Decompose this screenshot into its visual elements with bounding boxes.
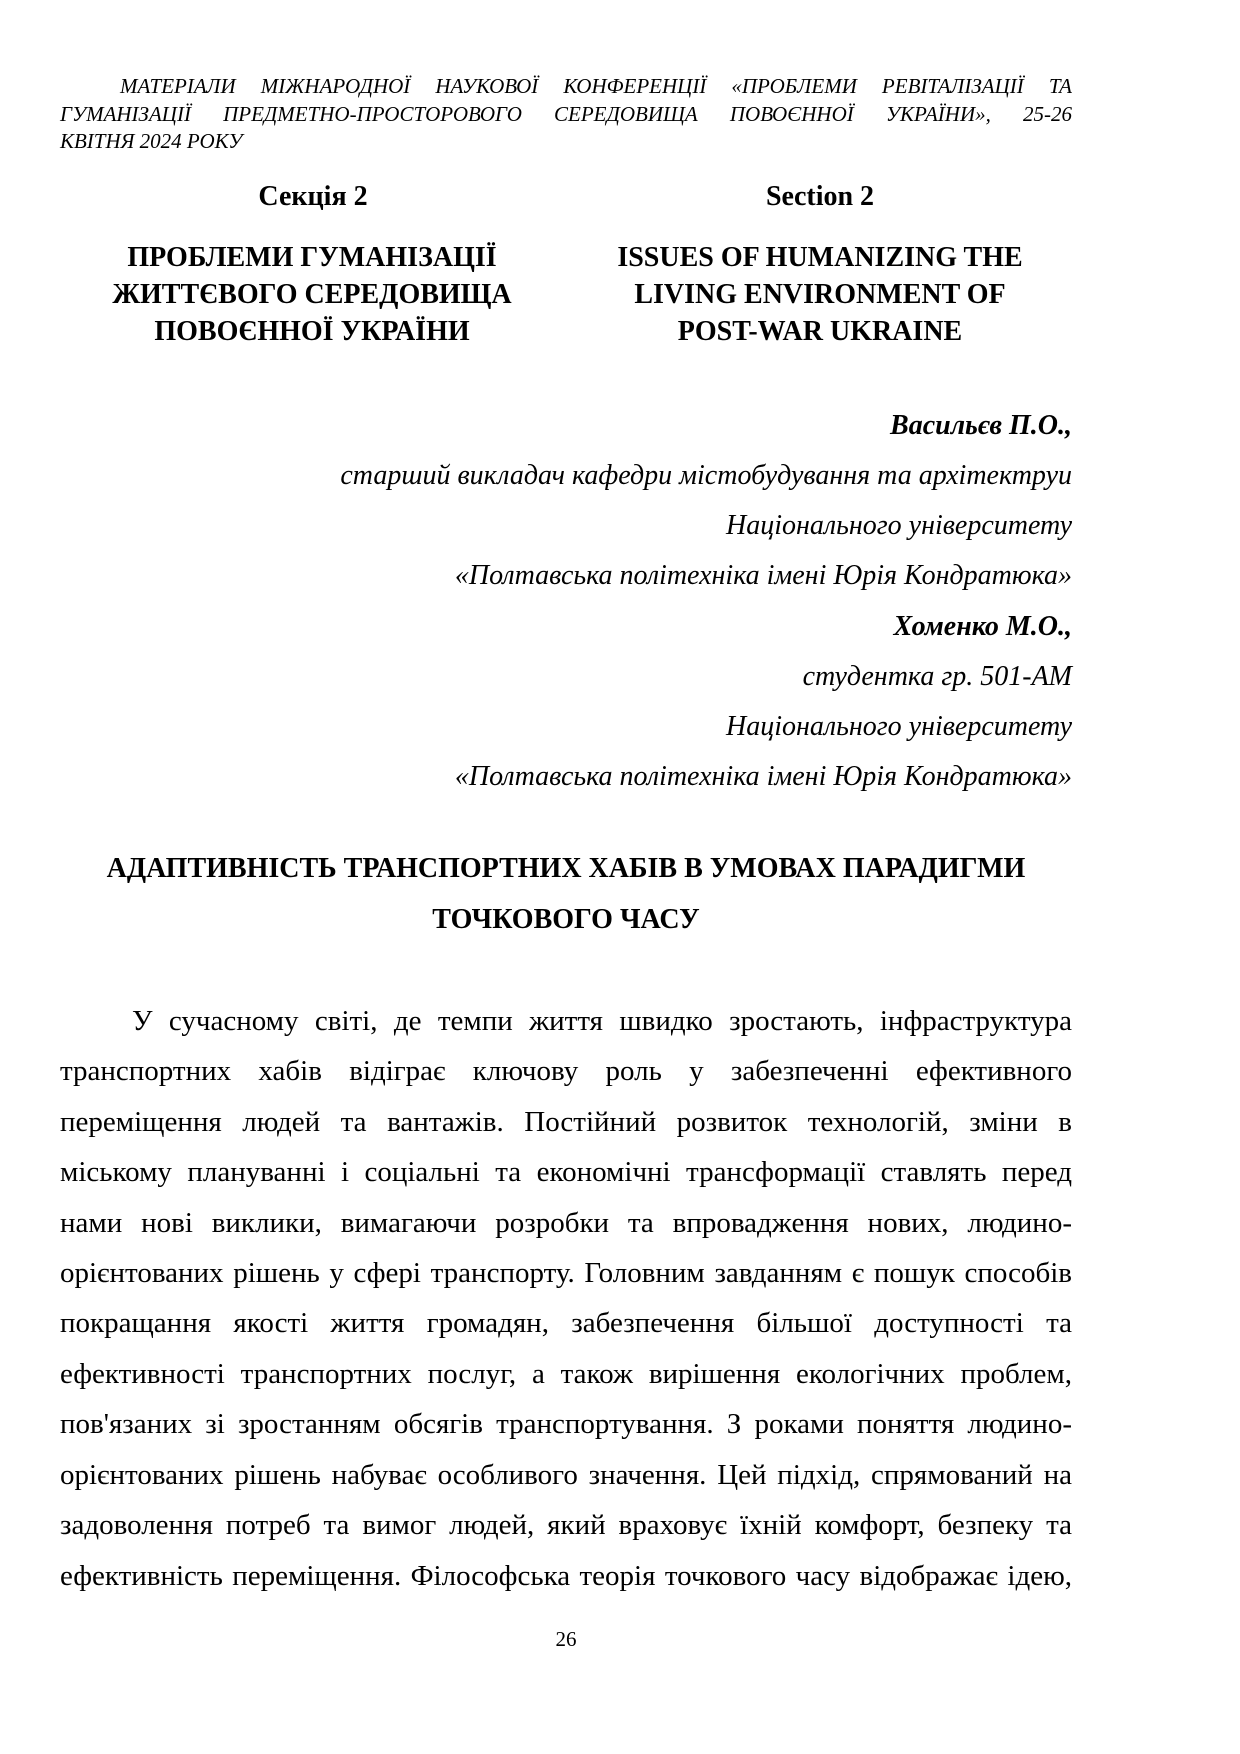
section-title-line: ISSUES OF HUMANIZING THE [617,242,1023,273]
running-header-line: КВІТНЯ 2024 РОКУ [60,129,243,153]
body-line: транспортних хабів відіграє ключову роль у забезпеченні ефективного [60,1055,1072,1087]
section-title-line: ПОВОЄННОЇ УКРАЇНИ [154,316,470,347]
body-line: орієнтованих рішень у сфері транспорту. Головним завданням є пошук способів [60,1257,1072,1289]
body-line: міському плануванні і соціальні та економічні трансформації ставлять перед [60,1156,1072,1188]
section-label-en: Section 2 [765,181,875,212]
body-line: нами нові виклики, вимагаючи розробки та впровадження нових, людино- [60,1207,1072,1239]
article-title-line: АДАПТИВНІСТЬ ТРАНСПОРТНИХ ХАБІВ В УМОВАХ ПАРАДИГМИ [106,853,1026,884]
section-title-line: LIVING ENVIRONMENT OF [634,279,1006,310]
author-affiliation: «Полтавська політехніка імені Юрія Кондратюка» [454,560,1072,591]
body-line: задоволення потреб та вимог людей, який враховує їхній комфорт, безпеку та [60,1509,1072,1541]
author-name: Хоменко М.О., [893,611,1072,642]
body-line: покращання якості життя громадян, забезпечення більшої доступності та [60,1307,1072,1339]
body-line: ефективності транспортних послуг, а також вирішення екологічних проблем, [60,1358,1072,1390]
section-title-line: ПРОБЛЕМИ ГУМАНІЗАЦІЇ [127,242,497,273]
running-header-line: МАТЕРІАЛИ МІЖНАРОДНОЇ НАУКОВОЇ КОНФЕРЕНЦІЇ «ПРОБЛЕМИ РЕВІТАЛІЗАЦІЇ ТА [120,74,1072,98]
author-affiliation: «Полтавська політехніка імені Юрія Кондратюка» [454,761,1072,792]
author-name: Васильєв П.О., [890,410,1072,441]
running-header-line: ГУМАНІЗАЦІЇ ПРЕДМЕТНО-ПРОСТОРОВОГО СЕРЕДОВИЩА ПОВОЄННОЇ УКРАЇНИ», 25-26 [60,102,1072,126]
body-line: ефективність переміщення. Філософська теорія точкового часу відображає ідею, [60,1560,1072,1592]
section-label-uk: Секція 2 [258,181,368,212]
body-line: пов'язаних зі зростанням обсягів транспортування. З роками поняття людино- [60,1408,1072,1440]
article-title-line: ТОЧКОВОГО ЧАСУ [432,904,700,935]
section-title-line: ЖИТТЄВОГО СЕРЕДОВИЩА [112,279,512,310]
page-number: 26 [555,1627,577,1651]
author-affiliation: старший викладач кафедри містобудування та архітектруи [340,460,1072,491]
body-line: У сучасному світі, де темпи життя швидко зростають, інфраструктура [132,1005,1072,1037]
author-affiliation: Національного університету [726,510,1072,541]
author-affiliation: студентка гр. 501-АМ [802,661,1072,692]
body-line: орієнтованих рішень набуває особливого значення. Цей підхід, спрямований на [60,1459,1072,1491]
body-line: переміщення людей та вантажів. Постійний розвиток технологій, зміни в [60,1106,1072,1138]
section-title-line: POST-WAR UKRAINE [677,316,963,347]
author-affiliation: Національного університету [726,711,1072,742]
